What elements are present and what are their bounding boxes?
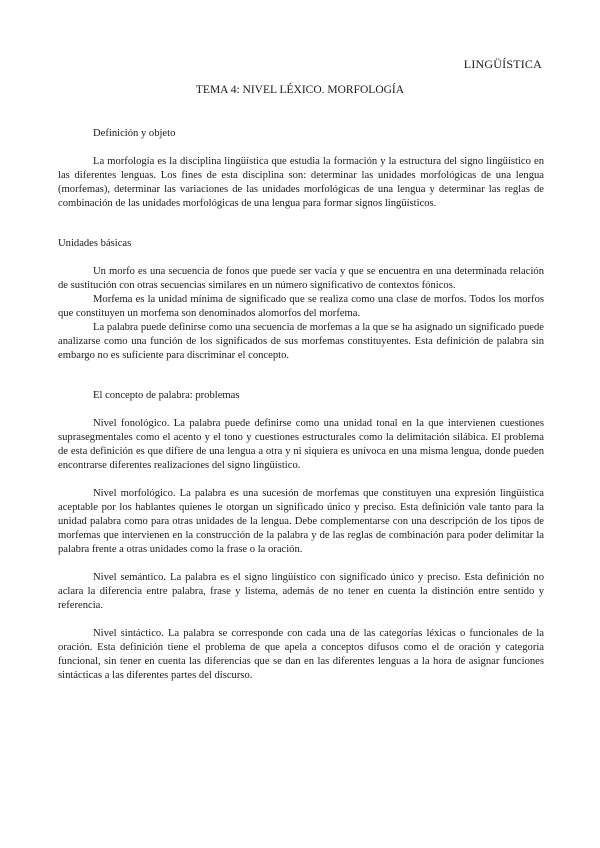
- subject-header: LINGÜÍSTICA: [463, 57, 542, 71]
- paragraph-palabra: La palabra puede definirse como una secuencia de morfemas a la que se ha asignado un significado puede analizarse como una función de los significados de sus morfemas constituyentes. Esta definición de palabra sin embargo no es suficiente para discriminar el concepto.: [58, 322, 544, 361]
- paragraph-morfo: Un morfo es una secuencia de fonos que puede ser vacía y que se encuentra en una determinada relación de sustitución con otras secuencias similares en un número significativo de contextos fónicos.: [58, 266, 544, 291]
- paragraph-nivel-sintactico: Nivel sintáctico. La palabra se corresponde con cada una de las categorías léxicas o funcionales de la oración. Esta definición tiene el problema de que apela a conceptos difusos como el de oración y categoría funcional, sin tener en cuenta las diferencias que se dan en las diferentes lenguas a la hora de asignar funciones sintácticas a las diferentes partes del discurso.: [58, 628, 544, 681]
- paragraph-morfema: Morfema es la unidad mínima de significado que se realiza como una clase de morfos. Todos los morfos que constituyen un morfema son denominados alomorfos del morfema.: [58, 294, 544, 319]
- paragraph-definicion: La morfología es la disciplina lingüística que estudia la formación y la estructura del signo lingüístico en las diferentes lenguas. Los fines de esta disciplina son: determinar las unidades morfológicas de una lengua (morfemas), determinar las variaciones de las unidades morfológicas de una lengua y determinar las reglas de combinación de las unidades morfológicas de una lengua para formar signos lingüísticos.: [58, 156, 544, 209]
- document-body: [58, 127, 544, 683]
- section-heading-definicion: Definición y objeto: [93, 128, 176, 139]
- paragraph-nivel-semantico: Nivel semántico. La palabra es el signo lingüístico con significado único y preciso. Esta definición no aclara la diferencia entre palabra, frase y listema, además de no tener en cuenta la distinción entre sentido y referencia.: [58, 572, 544, 611]
- page-title: TEMA 4: NIVEL LÉXICO. MORFOLOGÍA: [195, 84, 405, 96]
- section-heading-unidades: Unidades básicas: [58, 238, 132, 249]
- section-heading-concepto: El concepto de palabra: problemas: [93, 390, 240, 401]
- paragraph-nivel-fonologico: Nivel fonológico. La palabra puede definirse como una unidad tonal en la que intervienen cuestiones suprasegmentales como el acento y el tono y cuestiones estructurales como la delimitación silábica. El problema de esta definición es que difiere de una lengua a otra y ni siquiera es unívoca en una misma lengua, donde pueden encontrarse diferentes realizaciones del signo lingüístico.: [58, 418, 544, 471]
- paragraph-nivel-morfologico: Nivel morfológico. La palabra es una sucesión de morfemas que constituyen una expresión lingüística aceptable por los hablantes quienes le otorgan un significado único y preciso. Esta definición vale tanto para la unidad palabra como para otras unidades de la lengua. Debe complementarse con una descripción de los tipos de morfemas que intervienen en la construcción de la palabra y de las reglas de combinación para poder delimitar la palabra frente a otras unidades como la frase o la oración.: [58, 488, 544, 555]
